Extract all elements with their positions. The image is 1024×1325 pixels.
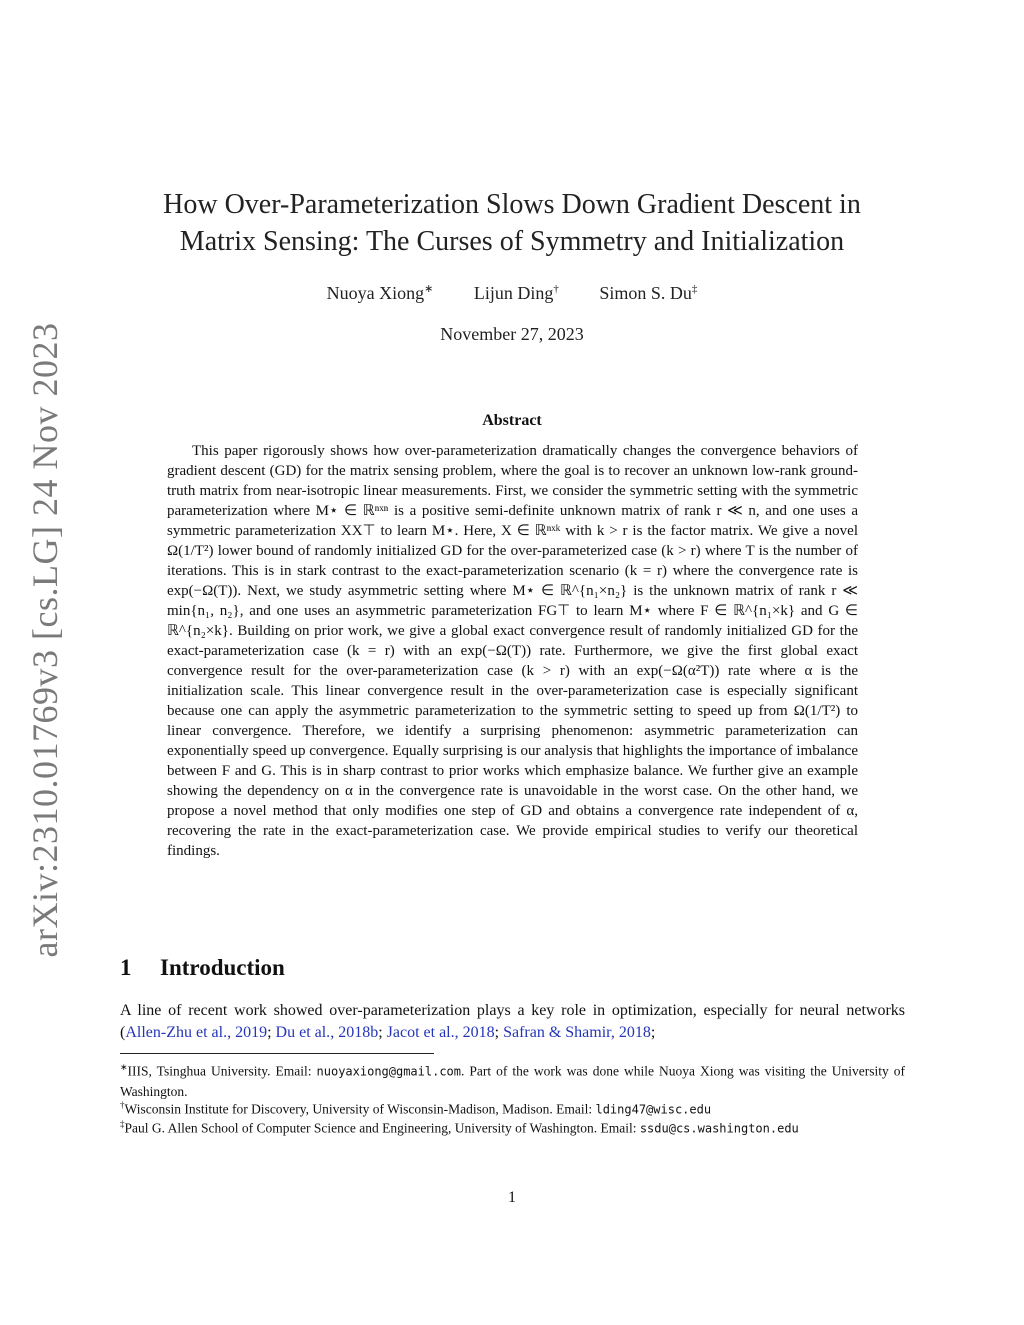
author: Nuoya Xiong∗ — [326, 283, 434, 303]
abstract-body: This paper rigorously shows how over-parameterization dramatically changes the convergence behaviors of gradient descent (GD) for the matrix sensing problem, where the goal is to recover an unknown low-rank ground-truth matrix from near-isotropic linear measurements. First, we consider the symmetric setting with the symmetric parameterization where M⋆ ∈ ℝⁿˣⁿ is a positive semi-definite unknown matrix of rank r ≪ n, and one uses a symmetric parameterization XX⊤ to learn M⋆. Here, X ∈ ℝⁿˣᵏ with k > r is the factor matrix. We give a novel Ω(1/T²) lower bound of randomly initialized GD for the over-parameterized case (k > r) where T is the number of iterations. This is in stark contrast to the exact-parameterization scenario (k = r) where the convergence rate is exp(−Ω(T)). Next, we study asymmetric setting where M⋆ ∈ ℝ^{n₁×n₂} is the unknown matrix of rank r ≪ min{n₁, n₂}, and one uses an asymmetric parameterization FG⊤ to learn M⋆ where F ∈ ℝ^{n₁×k} and G ∈ ℝ^{n₂×k}. Building on prior work, we give a global exact convergence result of randomly initialized GD for the exact-parameterization case (k = r) with an exp(−Ω(T)) rate. Furthermore, we give the first global exact convergence result for the over-parameterization case (k > r) with an exp(−Ω(α²T)) rate where α is the initialization scale. This linear convergence result in the over-parameterization case is especially significant because one can apply the asymmetric parameterization to the symmetric setting to speed up from Ω(1/T²) to linear convergence. Therefore, we identify a surprising phenomenon: asymmetric parameterization can exponentially speed up convergence. Equally surprising is our analysis that highlights the importance of imbalance between F and G. This is in sharp contrast to prior works which emphasize balance. We further give an example showing the dependency on α in the convergence rate is unavoidable in the worst case. On the other hand, we propose a novel method that only modifies one step of GD and obtains a convergence rate independent of α, recovering the rate in the exact-parameterization case. We provide empirical studies to verify our theoretical findings. — [167, 443, 858, 859]
title-line-2: Matrix Sensing: The Curses of Symmetry and Initialization — [179, 226, 845, 257]
citation-link[interactable]: Safran & Shamir, 2018 — [503, 1024, 651, 1041]
arxiv-stamp-text: arXiv:2310.01769v3 [cs.LG] 24 Nov 2023 — [25, 322, 65, 958]
section-title: Introduction — [160, 955, 285, 980]
citation-link[interactable]: Allen-Zhu et al., 2019 — [125, 1024, 268, 1041]
author: Simon S. Du‡ — [599, 283, 698, 303]
intro-text: A line of recent work showed over-parameterization plays a key role in optimization, especially for neural networks ( — [120, 1002, 905, 1041]
section-number: 1 — [120, 955, 132, 980]
footnote: †Wisconsin Institute for Discovery, University of Wisconsin-Madison, Madison. Email: lding47@wisc.edu — [120, 1100, 712, 1117]
author: Lijun Ding† — [473, 283, 559, 303]
author-list — [100, 282, 924, 304]
footnote: ∗IIIS, Tsinghua University. Email: nuoyaxiong@gmail.com. Part of the work was done while Nuoya Xiong was visiting the University of Washington. — [120, 1062, 905, 1099]
abstract-heading: Abstract — [482, 412, 542, 429]
page-number: 1 — [508, 1189, 516, 1206]
paper-title — [100, 186, 924, 260]
publication-date: November 27, 2023 — [440, 324, 584, 344]
title-line-1: How Over-Parameterization Slows Down Gradient Descent in — [163, 189, 861, 220]
section-heading — [120, 955, 285, 981]
intro-paragraph: A line of recent work showed over-parameterization plays a key role in optimization, especially for neural networks (Allen-Zhu et al., 2019; Du et al., 2018b; Jacot et al., 2018; Safran & Shamir, 2018; — [120, 1002, 905, 1041]
email-link[interactable]: nuoyaxiong@gmail.com — [316, 1064, 462, 1079]
email-link[interactable]: lding47@wisc.edu — [595, 1102, 712, 1117]
citation-link[interactable]: Du et al., 2018b — [275, 1024, 379, 1041]
citation-link[interactable]: Jacot et al., 2018 — [386, 1024, 495, 1041]
email-link[interactable]: ssdu@cs.washington.edu — [639, 1121, 799, 1136]
footnote-rule — [120, 1053, 434, 1054]
footnote: ‡Paul G. Allen School of Computer Science and Engineering, University of Washington. Email: ssdu@cs.washington.edu — [120, 1119, 799, 1136]
